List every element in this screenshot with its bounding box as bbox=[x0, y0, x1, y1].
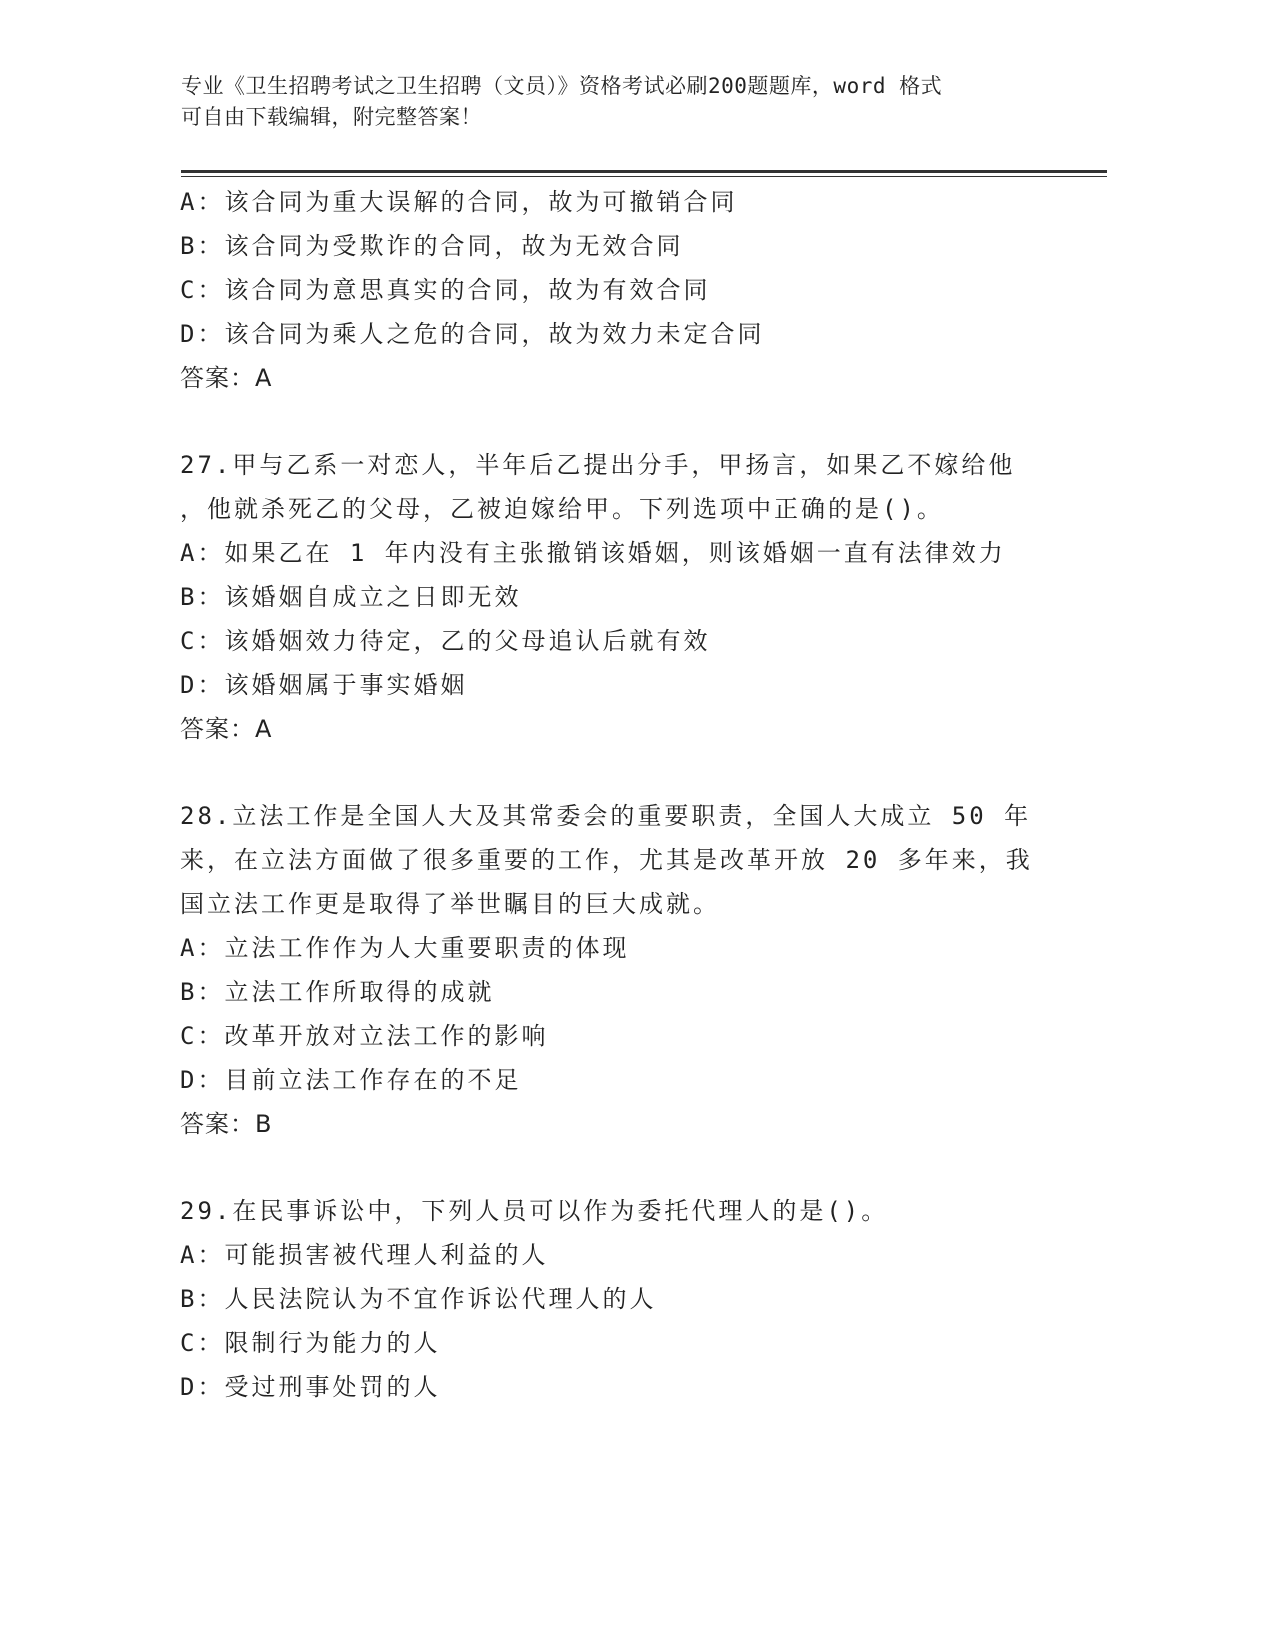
header-title-line-1: 专业《卫生招聘考试之卫生招聘（文员）》资格考试必刷200题题库，word 格式 bbox=[181, 74, 943, 98]
question-stem-line: ，他就杀死乙的父母，乙被迫嫁给甲。下列选项中正确的是()。 bbox=[180, 495, 944, 523]
question-26 bbox=[180, 180, 1060, 400]
spacer bbox=[180, 1146, 1060, 1189]
question-29 bbox=[180, 1189, 1060, 1409]
header-divider-thin bbox=[181, 176, 1107, 177]
option-a: A：如果乙在 1 年内没有主张撤销该婚姻，则该婚姻一直有法律效力 bbox=[180, 539, 1006, 567]
answer-line: 答案：B bbox=[180, 1110, 273, 1138]
option-d: D：受过刑事处罚的人 bbox=[180, 1373, 441, 1401]
option-b: B：人民法院认为不宜作诉讼代理人的人 bbox=[180, 1285, 657, 1313]
option-a: A：可能损害被代理人利益的人 bbox=[180, 1241, 549, 1269]
question-27 bbox=[180, 443, 1060, 751]
question-stem-line: 29.在民事诉讼中，下列人员可以作为委托代理人的是()。 bbox=[180, 1197, 889, 1225]
header-divider-thick bbox=[181, 170, 1107, 173]
question-stem-line: 27.甲与乙系一对恋人，半年后乙提出分手，甲扬言，如果乙不嫁给他 bbox=[180, 451, 1016, 479]
option-c: C：该合同为意思真实的合同，故为有效合同 bbox=[180, 276, 711, 304]
header-title-line-2: 可自由下载编辑，附完整答案！ bbox=[181, 105, 482, 129]
option-d: D：该合同为乘人之危的合同，故为效力未定合同 bbox=[180, 320, 765, 348]
option-d: D：该婚姻属于事实婚姻 bbox=[180, 671, 468, 699]
option-a: A：立法工作作为人大重要职责的体现 bbox=[180, 934, 630, 962]
option-b: B：该婚姻自成立之日即无效 bbox=[180, 583, 522, 611]
question-28 bbox=[180, 794, 1060, 1146]
option-c: C：限制行为能力的人 bbox=[180, 1329, 441, 1357]
option-d: D：目前立法工作存在的不足 bbox=[180, 1066, 522, 1094]
question-list bbox=[180, 180, 1060, 1409]
spacer bbox=[180, 751, 1060, 794]
document-header bbox=[181, 71, 1041, 133]
option-b: B：该合同为受欺诈的合同，故为无效合同 bbox=[180, 232, 684, 260]
question-stem-line: 国立法工作更是取得了举世瞩目的巨大成就。 bbox=[180, 890, 720, 918]
option-a: A：该合同为重大误解的合同，故为可撤销合同 bbox=[180, 188, 738, 216]
answer-line: 答案：A bbox=[180, 364, 273, 392]
spacer bbox=[180, 400, 1060, 443]
option-b: B：立法工作所取得的成就 bbox=[180, 978, 495, 1006]
question-stem-line: 来，在立法方面做了很多重要的工作，尤其是改革开放 20 多年来，我 bbox=[180, 846, 1033, 874]
option-c: C：该婚姻效力待定，乙的父母追认后就有效 bbox=[180, 627, 711, 655]
question-stem-line: 28.立法工作是全国人大及其常委会的重要职责，全国人大成立 50 年 bbox=[180, 802, 1032, 830]
option-c: C：改革开放对立法工作的影响 bbox=[180, 1022, 549, 1050]
answer-line: 答案：A bbox=[180, 715, 273, 743]
